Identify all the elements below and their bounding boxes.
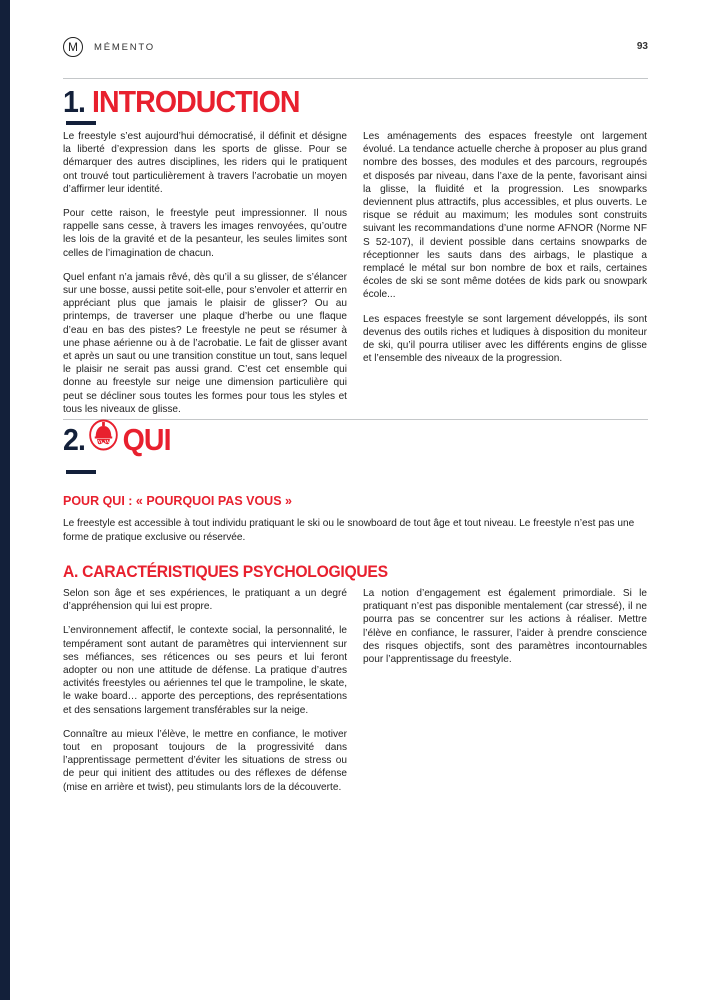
- section-1-title: INTRODUCTION: [91, 84, 300, 119]
- section-1-right-column: [363, 130, 647, 376]
- paragraph: Pour cette raison, le freestyle peut impressionner. Il nous rappelle sans cesse, à travers les images renvoyées, qu’outre les lois de la gravité et de la pesanteur, les seules limites sont celles de l’imagination de chacun.: [63, 208, 347, 259]
- section-2-heading: [63, 422, 171, 459]
- page-number: 93: [636, 41, 648, 52]
- subsection-a-right-column: [363, 587, 647, 677]
- subheading-pour-qui: POUR QUI : « POURQUOI PAS VOUS »: [63, 494, 292, 508]
- memento-logo-icon: M: [63, 37, 83, 57]
- subsection-a-heading: A. CARACTÉRISTIQUES PSYCHOLOGIQUES: [63, 563, 388, 581]
- section-2-number: 2.: [63, 422, 85, 457]
- helmet-goggles-icon: [89, 419, 118, 459]
- paragraph: Connaître au mieux l’élève, le mettre en confiance, le motiver tout en proposant toujours de la progressivité dans l’apprentissage permettent d’éviter les situations de stress ou de peur qui initient des attitudes ou des réflexes de défense (mise en arrière et twist), peu stimulants lors de la découverte.: [63, 728, 347, 793]
- paragraph: Quel enfant n’a jamais rêvé, dès qu’il a su glisser, de s’élancer sur une bosse, aussi petite soit-elle, pour s’envoler et atterrir en appréciant plus que jamais le plaisir de glisser? Ou au printemps, de traverser une plaque d’herbe ou une flaque d’eau en bas des pistes? Le freestyle ne peut se résumer à une phase aérienne ou à de l’acrobatie. Le fait de glisser avant et après un saut ou une transition constitue un tout, sans lequel le plaisir ne serait pas aussi grand. C’est cet ensemble qui donne au freestyle sur neige une dimension particulière qui peut se décliner sous toutes les formes pour tous les styles et tous les niveaux de glisse.: [63, 271, 347, 415]
- paragraph: Les aménagements des espaces freestyle ont largement évolué. La tendance actuelle cherche à proposer au plus grand nombre des bosses, des modules et des parcours, regroupés et disposés par niveau, dans l’axe de la pente, favorisant ainsi la glisse, la fluidité et la progression. Les snowparks deviennent plus attractifs, plus accessibles, et plus ouverts. Le risque se réduit au maximum; les modules sont construits suivant les recommandations d’une norme AFNOR (Norme NF S 52-107), il devient possible dans certains snowparks de réceptionner les sauts dans des airbags, le plastique a remplacé le métal sur bon nombre de box et rails, certaines écoles de ski se sont même dotées de kids park ou snowpark école...: [363, 131, 647, 301]
- section-2-intro: Le freestyle est accessible à tout individu pratiquant le ski ou le snowboard de tout âge et tout niveau. Le freestyle n’est pas une forme de pratique exclusive ou réservée.: [63, 518, 635, 543]
- paragraph: La notion d’engagement est également primordiale. Si le pratiquant n’est pas disponible mentalement (car stressé), il ne pourra pas se concentrer sur les actions à réaliser. Mettre l’élève en confiance, le rassurer, l’aider à prendre conscience des risques objectifs, sont des paramètres incontournables pour l’apprentissage du freestyle.: [363, 588, 647, 666]
- section-2-underline: [66, 470, 96, 474]
- paragraph: Les espaces freestyle se sont largement développés, ils sont devenus des outils riches et ludiques à disposition du moniteur de ski, qu’il pourra utiliser avec les différents engins de glisse et l’ensemble des niveaux de la progression.: [363, 313, 647, 365]
- page-header: [63, 37, 648, 61]
- section-1-number: 1.: [63, 84, 85, 119]
- header-divider: [63, 78, 648, 79]
- section-divider: [63, 419, 648, 420]
- section-2-title: QUI: [122, 422, 171, 457]
- paragraph: L’environnement affectif, le contexte social, la personnalité, le tempérament sont autant de paramètres qui interviennent sur ses méfiances, ses réticences ou ses peurs et lui feront adopter ou non une attitude de défense. La pratique d’autres activités freestyles ou aériennes tel que le trampoline, le skate, le wake board… apporte des perceptions, des représentations et des sensations largement transférables sur la neige.: [63, 625, 347, 716]
- paragraph: Le freestyle s’est aujourd’hui démocratisé, il définit et désigne la liberté d’expression dans les sports de glisse. Pour se démarquer des autres disciplines, les riders qui le pratiquent ont trouvé tout particulièrement à travers l’acrobatie un moyen d’affirmer leur identité.: [63, 131, 347, 195]
- section-1-left-column: [63, 130, 347, 427]
- section-1-heading: [63, 84, 300, 120]
- paragraph: Selon son âge et ses expériences, le pratiquant a un degré d’appréhension qui lui est propre.: [63, 588, 347, 613]
- section-1-underline: [66, 121, 96, 125]
- brand-name: MÉMENTO: [94, 42, 155, 53]
- subsection-a-left-column: [63, 587, 347, 805]
- page-edge-bar: [0, 0, 10, 1000]
